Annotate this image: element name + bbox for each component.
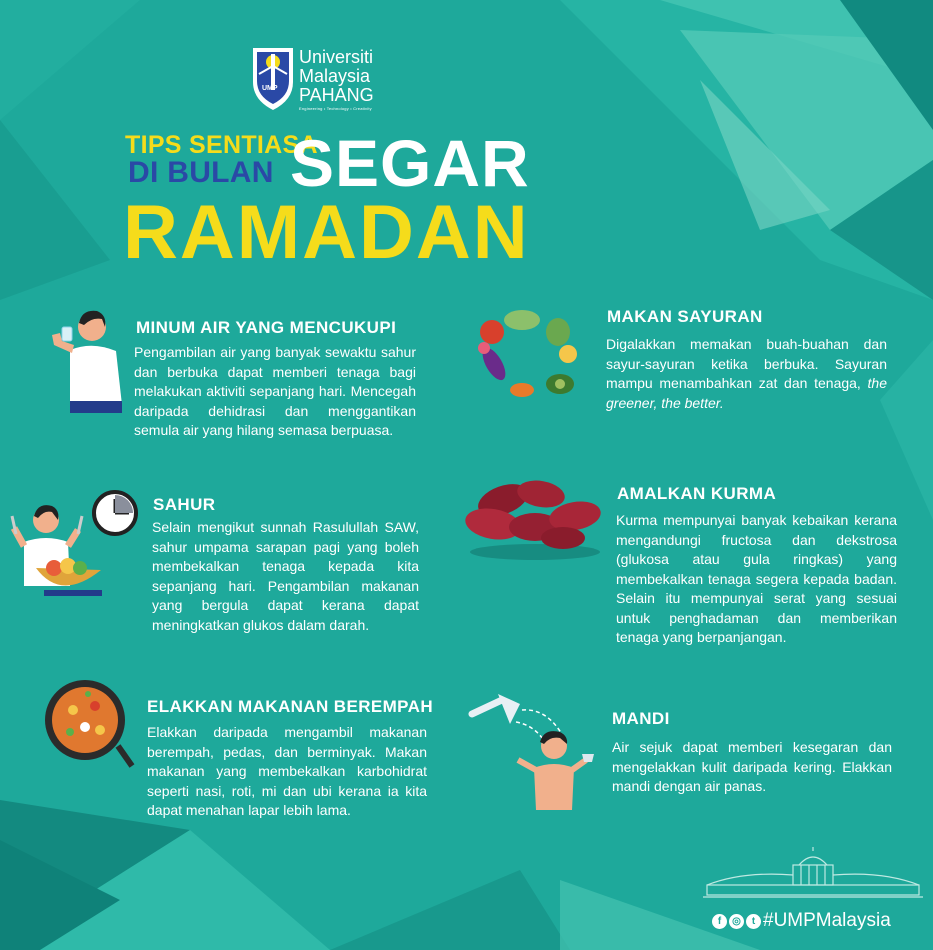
facebook-icon[interactable]: f (712, 914, 727, 929)
logo-line1: Universiti (299, 47, 374, 67)
sahur-person-icon (6, 498, 116, 608)
body-sahur: Selain mengikut sunnah Rasulullah SAW, sahur umpama sarapan pagi yang boleh membekalkan tenaga kepada kita sepanjang hari. Pengambilan makanan yang bergula dapat kerana dapat meningkatkan glukos dalam darah. (152, 519, 419, 633)
footer-social (712, 910, 891, 932)
body-elakkan: Elakkan daripada mengambil makanan berempah, pedas, dan berminyak. Makan makanan yang membekalkan karbohidrat seperti nasi, roti, mi dan ubi kerana ia kita dapat menahan lapar lebih lama. (147, 724, 427, 818)
vegetables-icon (470, 302, 585, 402)
spicy-food-pan-icon (40, 672, 135, 772)
heading-sahur: SAHUR (153, 495, 216, 514)
man-drinking-icon (42, 305, 132, 415)
twitter-icon[interactable]: t (746, 914, 761, 929)
logo-line3: PAHANG (299, 85, 374, 105)
body-sayuran (606, 335, 887, 413)
logo-tagline: Engineering • Technology • Creativity (299, 106, 372, 111)
heading-kurma: AMALKAN KURMA (617, 484, 777, 503)
dates-kurma-icon (463, 472, 608, 562)
heading-mandi: MANDI (612, 709, 670, 728)
heading-minum-air: MINUM AIR YANG MENCUKUPI (136, 318, 397, 337)
title-ramadan: RAMADAN (123, 190, 530, 275)
body-sayuran-italic: the greener, the better. (606, 375, 887, 411)
body-sayuran-text: Digalakkan memakan buah-buahan dan sayur-sayuran ketika berbuka. Sayuran mampu menambahkan zat dan tenaga, (606, 336, 887, 391)
title-line2: DI BULAN (128, 156, 274, 189)
title-line1: TIPS SENTIASA (125, 131, 318, 159)
body-minum-air: Pengambilan air yang banyak sewaktu sahur dan berbuka dapat memberi tenaga bagi melakukan aktiviti sepanjang hari. Mencegah daripada dehidrasi dan menggantikan semula air yang hilang semasa berpuasa. (134, 344, 416, 438)
heading-sayuran: MAKAN SAYURAN (607, 307, 763, 326)
hashtag-text: #UMPMalaysia (763, 910, 891, 931)
ump-shield-icon (249, 44, 297, 112)
body-kurma: Kurma mempunyai banyak kebaikan kerana mengandungi fructosa dan dekstrosa (glukosa atau gula ringkas) yang membekalkan tenaga segera kepada badan. Selain itu mempunyai serat yang sesuai untuk penghadaman dan memberikan tenaga yang berpanjangan. (616, 512, 897, 645)
logo-line2: Malaysia (299, 66, 371, 86)
shower-person-icon (468, 688, 598, 813)
heading-elakkan: ELAKKAN MAKANAN BEREMPAH (147, 697, 433, 716)
title-segar: SEGAR (290, 126, 530, 200)
ump-logo (249, 44, 389, 114)
instagram-icon[interactable]: ◎ (729, 914, 744, 929)
body-mandi: Air sejuk dapat memberi kesegaran dan mengelakkan kulit daripada kering. Elakkan mandi dengan air panas. (612, 739, 892, 794)
ump-badge-text: UMP (262, 85, 278, 92)
campus-building-icon (703, 845, 923, 903)
